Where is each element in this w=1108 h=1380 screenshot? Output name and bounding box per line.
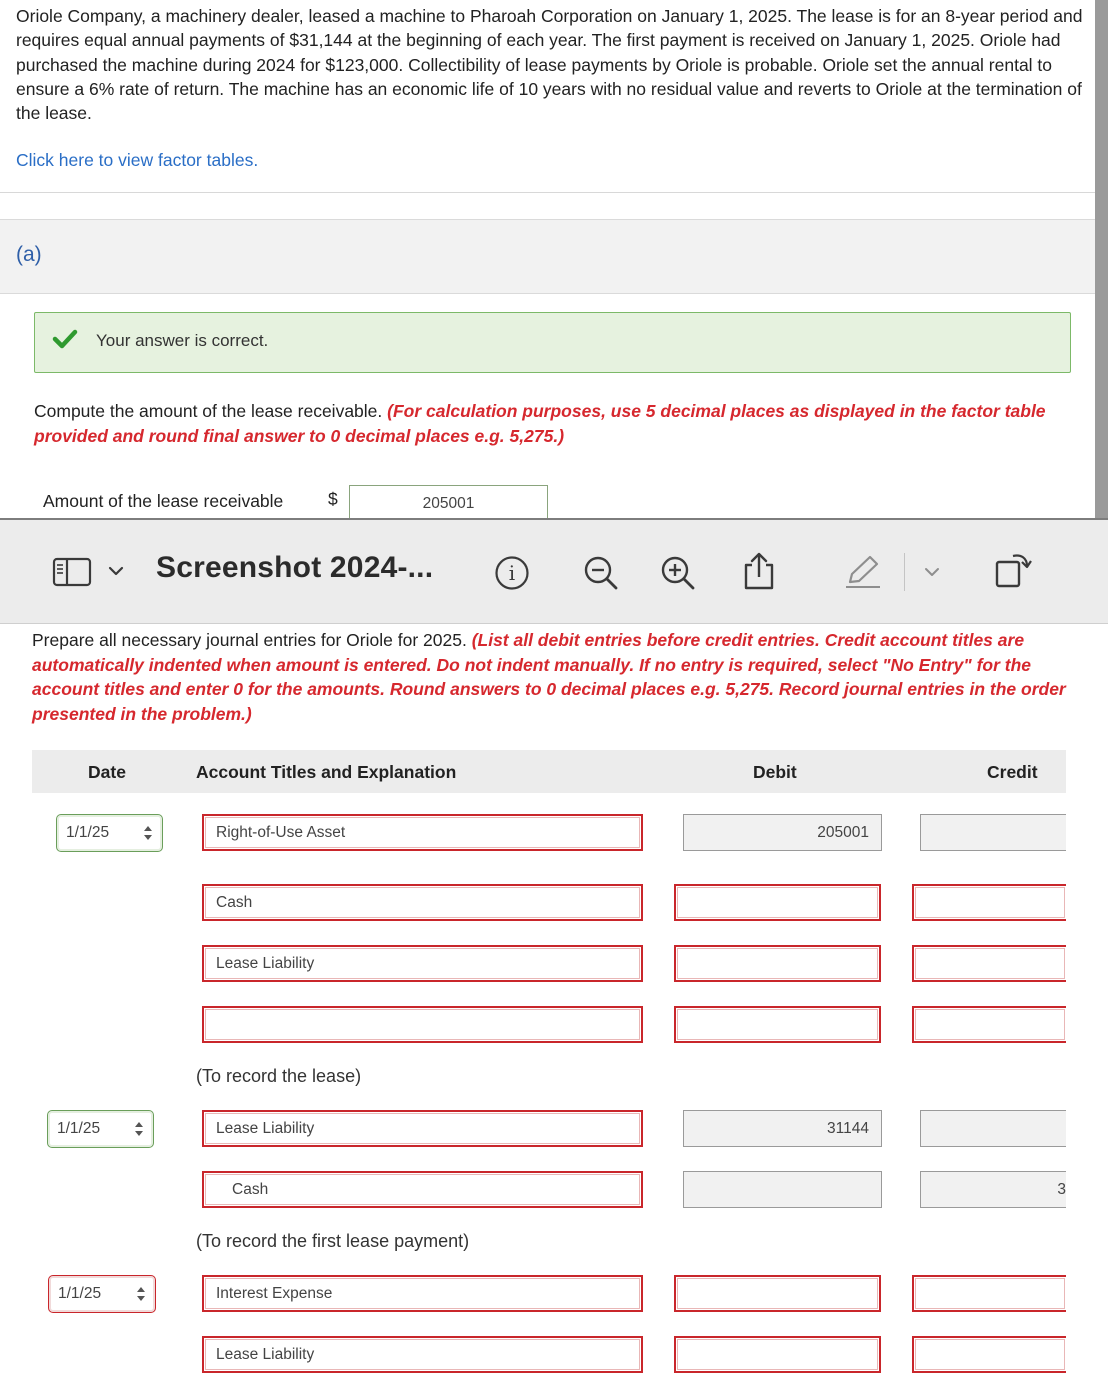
markup-chevron-down-icon[interactable] <box>924 566 940 578</box>
entry3-date-select[interactable] <box>48 1275 156 1313</box>
entry1-account-2[interactable]: Cash <box>202 884 643 921</box>
sidebar-toggle-icon[interactable] <box>52 556 92 588</box>
entry1-account-4[interactable] <box>202 1006 643 1043</box>
part-a-header <box>0 219 1095 294</box>
entry2-account-1[interactable]: Lease Liability <box>202 1110 643 1147</box>
divider <box>0 192 1095 193</box>
lease-receivable-input[interactable]: 205001 <box>349 485 548 522</box>
svg-text:i: i <box>508 561 516 585</box>
part-a-note: (For calculation purposes, use 5 decimal places as displayed in the factor table provided and round final answer to 0 decimal places e.g. 5,275.) <box>34 401 1046 446</box>
factor-tables-link[interactable]: Click here to view factor tables. <box>16 150 259 170</box>
entry3-credit-2[interactable] <box>912 1336 1066 1373</box>
select-arrows-icon <box>137 1285 145 1303</box>
rotate-icon[interactable] <box>993 550 1033 590</box>
part-b-question: Prepare all necessary journal entries for Oriole for 2025. <box>32 630 467 650</box>
checkmark-icon <box>52 326 78 352</box>
currency-symbol: $ <box>328 489 338 509</box>
problem-statement: Oriole Company, a machinery dealer, leased a machine to Pharoah Corporation on January 1, 2025. The lease is for an 8-year period and requires equal annual payments of $31,144 at the beginning of each year. The first payment is received on January 1, 2025. Oriole had purchased the machine during 2024 for $123,000. Collectibility of lease payments by Oriole is probable. Oriole set the annual rental to ensure a 6% rate of return. The machine has an economic life of 10 years with no residual value and reverts to Oriole at the termination of the lease. <box>16 6 1083 124</box>
entry1-debit-3[interactable] <box>674 945 881 982</box>
entry1-credit-2[interactable] <box>912 884 1066 921</box>
select-arrows-icon <box>144 824 152 842</box>
viewer-document-title: Screenshot 2024-... <box>156 551 434 584</box>
toolbar-separator <box>904 553 905 591</box>
window-edge <box>1095 0 1108 520</box>
entry3-debit-2[interactable] <box>674 1336 881 1373</box>
chevron-down-icon[interactable] <box>108 564 124 578</box>
header-debit: Debit <box>753 762 797 782</box>
info-icon[interactable] <box>493 554 531 592</box>
entry2-debit-2[interactable] <box>683 1171 882 1208</box>
part-b-note: (List all debit entries before credit entries. Credit account titles are automatically indented when amount is entered. Do not indent manually. If no entry is required, select "No Entry" for the account titles and enter 0 for the amounts. Round answers to 0 decimal places e.g. 5,275. Record journal entries in the order presented in the problem.) <box>32 630 1066 724</box>
header-date: Date <box>88 762 126 782</box>
entry1-credit-1[interactable] <box>920 814 1066 851</box>
entry1-date-value: 1/1/25 <box>66 824 110 841</box>
entry2-explanation: (To record the first lease payment) <box>196 1231 470 1251</box>
entry1-debit-4[interactable] <box>674 1006 881 1043</box>
select-arrows-icon <box>135 1120 143 1138</box>
entry1-debit-2[interactable] <box>674 884 881 921</box>
zoom-in-icon[interactable] <box>659 554 697 592</box>
entry3-account-1[interactable]: Interest Expense <box>202 1275 643 1312</box>
correct-answer-text: Your answer is correct. <box>96 331 269 350</box>
markup-pen-icon[interactable] <box>842 552 884 592</box>
entry3-account-2[interactable]: Lease Liability <box>202 1336 643 1373</box>
journal-table-header <box>32 750 1066 793</box>
header-account: Account Titles and Explanation <box>196 762 457 782</box>
entry1-credit-4[interactable] <box>912 1006 1066 1043</box>
entry2-credit-2[interactable]: 3 <box>920 1171 1066 1208</box>
entry1-account-3[interactable]: Lease Liability <box>202 945 643 982</box>
lease-receivable-label: Amount of the lease receivable <box>43 491 284 511</box>
part-b-instructions <box>32 628 1072 726</box>
entry1-debit-1[interactable]: 205001 <box>683 814 882 851</box>
entry3-date-value: 1/1/25 <box>58 1285 102 1302</box>
zoom-out-icon[interactable] <box>582 554 620 592</box>
entry2-date-value: 1/1/25 <box>57 1120 101 1137</box>
entry1-account-1[interactable]: Right-of-Use Asset <box>202 814 643 851</box>
part-a-label: (a) <box>16 243 42 266</box>
part-a-question: Compute the amount of the lease receivable. <box>34 401 383 421</box>
entry1-explanation: (To record the lease) <box>196 1066 362 1086</box>
entry2-date-select[interactable] <box>47 1110 154 1148</box>
entry2-debit-1[interactable]: 31144 <box>683 1110 882 1147</box>
entry2-account-2[interactable]: Cash <box>202 1171 643 1208</box>
entry3-debit-1[interactable] <box>674 1275 881 1312</box>
part-a-instructions <box>34 399 1054 448</box>
entry2-credit-1[interactable] <box>920 1110 1066 1147</box>
entry1-credit-3[interactable] <box>912 945 1066 982</box>
entry3-credit-1[interactable] <box>912 1275 1066 1312</box>
header-credit: Credit <box>987 762 1038 782</box>
share-icon[interactable] <box>740 550 778 592</box>
entry1-date-select[interactable] <box>56 814 163 852</box>
